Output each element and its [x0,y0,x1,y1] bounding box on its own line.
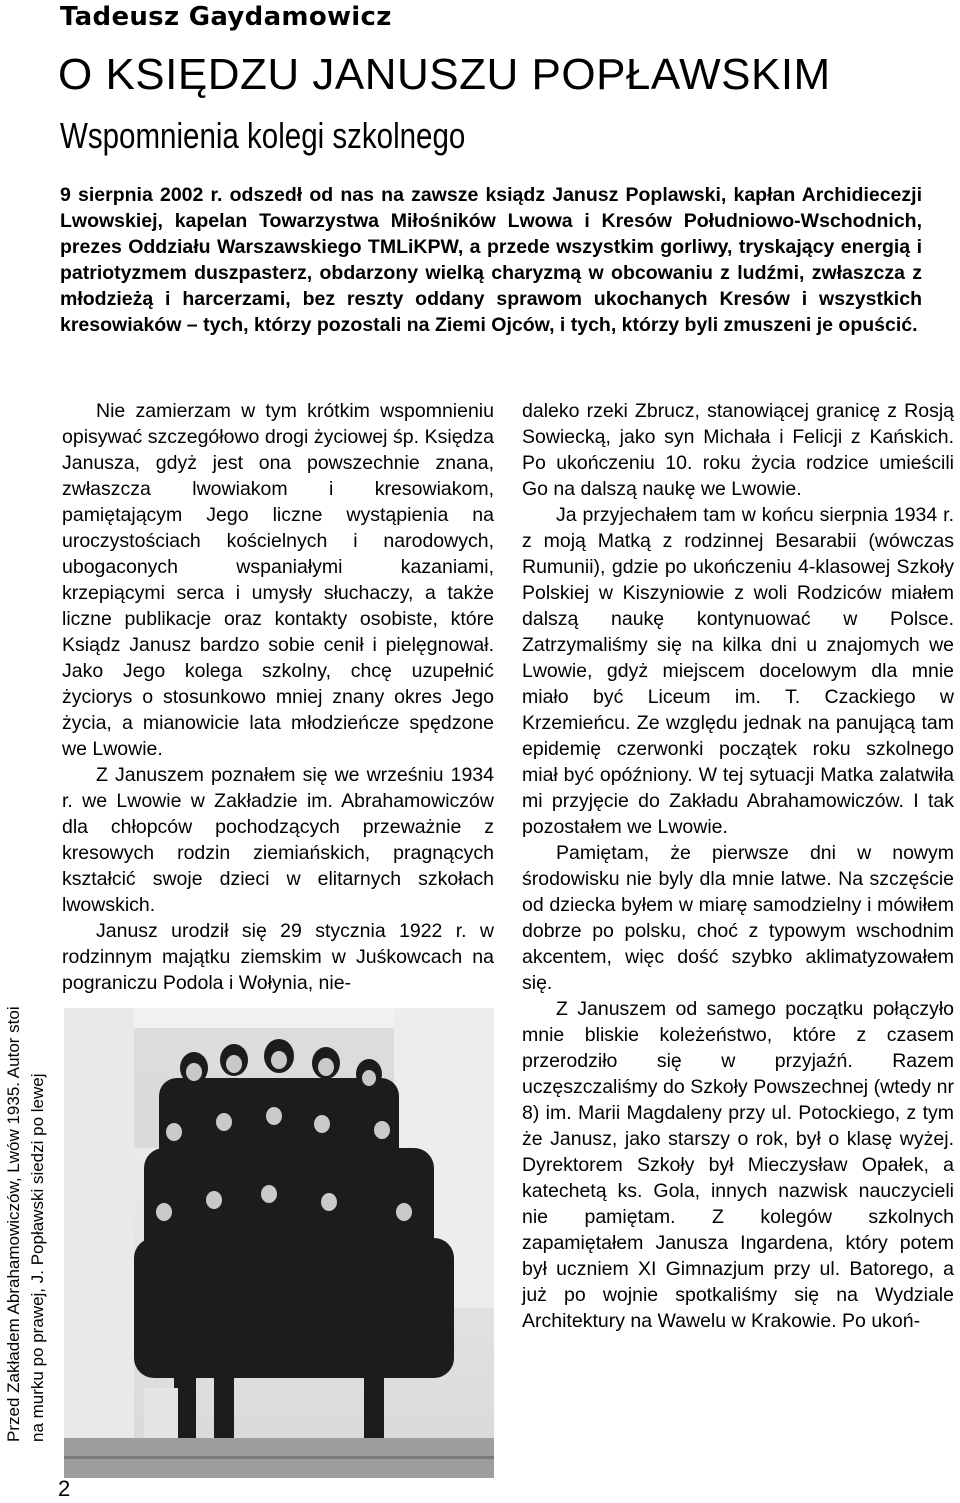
caption-line: Przed Zakładem Abrahamowiczów, Lwów 1935. Autor stoi [4,1006,23,1442]
caption-line: na murku po prawej, J. Popławski siedzi po lewej [28,1073,47,1442]
article-subtitle: Wspomnienia kolegi szkolnego [60,115,466,156]
right-paragraph: daleko rzeki Zbrucz, stanowiącej granicę z Rosją Sowiecką, jako syn Michała i Felicji z Kańskich. Po ukończeniu 10. roku życia rodzice umieścili Go na dalszą naukę we Lwowie. [522,400,954,500]
group-photo [64,1008,494,1478]
photo-caption [2,882,56,1442]
right-paragraph: Pamiętam, że pierwsze dni w nowym środowisku nie byly dla mnie latwe. Na szczęście od dziecka byłem w miarę samodzielny i mówiłem dobrze po polsku, choć z typowym wschodnim akcentem, więc dość szybko aklimatyzowałem się. [522,842,954,994]
right-paragraph: Ja przyjechałem tam w końcu sierpnia 1934 r. z moją Matką z rodzinnej Besarabii (wówczas Rumunii), gdzie po ukończeniu 4-klasowej Szkoły Polskiej w Kiszyniowie z woli Rodziców miałem dalszą naukę kontynuować w Polsce. Zatrzymaliśmy się na kilka dni u znajomych we Lwowie, gdyż miejscem docelowym dla mnie miało być Liceum im. T. Czackiego w Krzemieńcu. Ze względu jednak na panującą tam epidemię czerwonki początek roku szkolnego miał być opóźniony. W tej sytuacji Matka zalatwiła mi przyjęcie do Zakładu Abrahamowiczów. I tak pozostałem we Lwowie. [522,504,954,838]
left-paragraph: Janusz urodził się 29 stycznia 1922 r. w rodzinnym majątku ziemskim w Juśkowcach na pograniczu Podola i Wołynia, nie- [62,920,494,994]
right-paragraph: Z Januszem od samego początku połączyło mnie bliskie koleżeństwo, które z czasem przerodziło się w przyjaźń. Razem uczęszczaliśmy do Szkoły Powszechnej (wtedy nr 8) im. Marii Magdaleny przy ul. Potockiego, z tym że Janusz, jako starszy o rok, był o klasę wyżej. Dyrektorem Szkoły był Mieczysław Opałek, a katechetą ks. Gola, innych nazwisk nauczycieli nie pamiętam. Z kolegów szkolnych zapamiętałem Janusza Ingardena, który potem był uczniem XI Gimnazjum przy ul. Batorego, a już po wojnie spotkaliśmy się na Wydziale Architektury na Wawelu w Krakowie. Po ukoń- [522,998,954,1332]
author-name: Tadeusz Gaydamowicz [60,2,392,32]
right-column [522,398,954,1334]
left-paragraph: Z Januszem poznałem się we wrześniu 1934 r. we Lwowie w Zakładzie im. Abrahamowiczów dla chłopców pochodzących przeważnie z kresowych rodzin ziemiańskich, pragnących kształcić swoje dzieci w elitarnych szkołach lwowskich. [62,764,494,916]
left-column [62,398,494,996]
page-number: 2 [58,1476,71,1501]
article-title: O KSIĘDZU JANUSZU POPŁAWSKIM [58,50,831,99]
lead-paragraph: 9 sierpnia 2002 r. odszedł od nas na zawsze ksiądz Janusz Poplawski, kapłan Archidiecezji Lwowskiej, kapelan Towarzystwa Miłośników Lwowa i Kresów Południowo-Wschodnich, prezes Oddziału Warszawskiego TMLiKPW, a przede wszystkim gorliwy, tryskający energią i patriotyzmem duszpasterz, obdarzony wielką charyzmą w obcowaniu z ludźmi, zwłaszcza z młodzieżą i harcerzami, bez reszty oddany sprawom ukochanych Kresów i wszystkich kresowiaków – tych, którzy pozostali na Ziemi Ojców, i tych, którzy byli zmuszeni je opuścić. [60,184,922,336]
left-paragraph: Nie zamierzam w tym krótkim wspomnieniu opisywać szczegółowo drogi życiowej śp. Księdza Janusza, gdyż jest ona powszechnie znana, zwłaszcza lwowiakom i kresowiakom, pamiętającym Jego liczne wystąpienia na uroczystościach kościelnych i narodowych, ubogaconych wspaniałymi kazaniami, krzepiącymi serca i umysły słuchaczy, a także liczne publikacje oraz kontakty osobiste, które Ksiądz Janusz bardzo sobie cenił i pielęgnował. Jako Jego kolega szkolny, chcę uzupełnić życiorys o stosunkowo mniej znany okres Jego życia, a mianowicie lata młodzieńcze spędzone we Lwowie. [62,400,494,760]
